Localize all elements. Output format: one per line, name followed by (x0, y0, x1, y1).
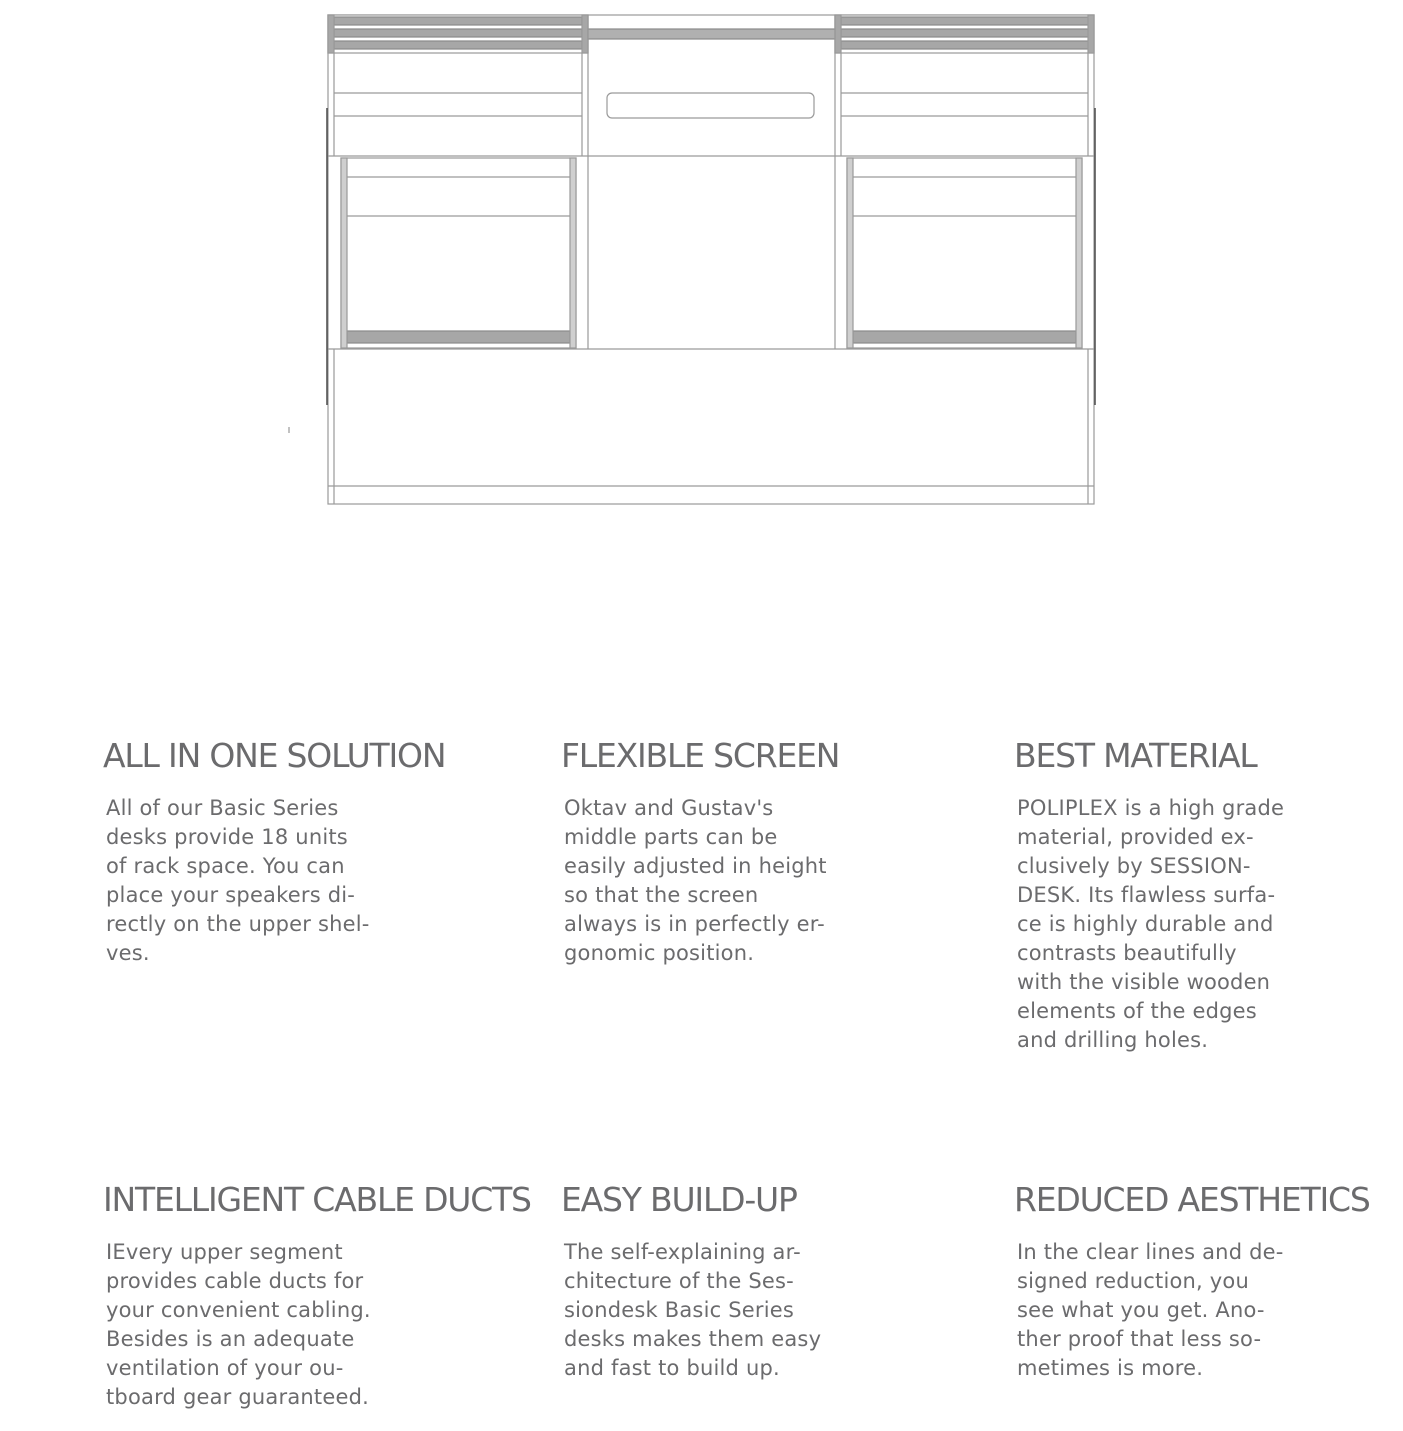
feature-text: In the clear lines and de- signed reduction, you see what you get. Ano- ther proof that less so- metimes is more. (1017, 1240, 1284, 1380)
screen-slot (607, 93, 814, 118)
feature-text: All of our Basic Series desks provide 18 units of rack space. You can place your speakers di- rectly on the upper shel- ves. (106, 796, 370, 965)
feature-title: REDUCED AESTHETICS (1014, 1180, 1370, 1219)
feature-easy-build-up (561, 1180, 1001, 1383)
feature-text: The self-explaining ar- chitecture of the Ses- siondesk Basic Series desks makes them easy and fast to build up. (564, 1240, 822, 1380)
feature-text: IEvery upper segment provides cable ducts for your convenient cabling. Besides is an adequate ventilation of your ou- tboard gear guaranteed. (106, 1240, 371, 1409)
feature-title: EASY BUILD-UP (561, 1180, 797, 1219)
feature-title: INTELLIGENT CABLE DUCTS (103, 1180, 531, 1219)
desk-front-view-drawing (0, 0, 1403, 520)
feature-title: BEST MATERIAL (1014, 736, 1257, 775)
feature-text: POLIPLEX is a high grade material, provided ex- clusively by SESSION- DESK. Its flawless surfa- ce is highly durable and contrasts beautifully with the visible wooden elements of the edges and drilling holes. (1017, 796, 1285, 1052)
feature-all-in-one (103, 736, 543, 968)
feature-best-material (1014, 736, 1394, 1055)
feature-cable-ducts (103, 1180, 553, 1412)
feature-title: ALL IN ONE SOLUTION (103, 736, 446, 775)
feature-text: Oktav and Gustav's middle parts can be easily adjusted in height so that the screen always is in perfectly er- gonomic position. (564, 796, 827, 965)
feature-title: FLEXIBLE SCREEN (561, 736, 840, 775)
feature-reduced-aesthetics (1014, 1180, 1394, 1383)
feature-flexible-screen (561, 736, 1001, 968)
